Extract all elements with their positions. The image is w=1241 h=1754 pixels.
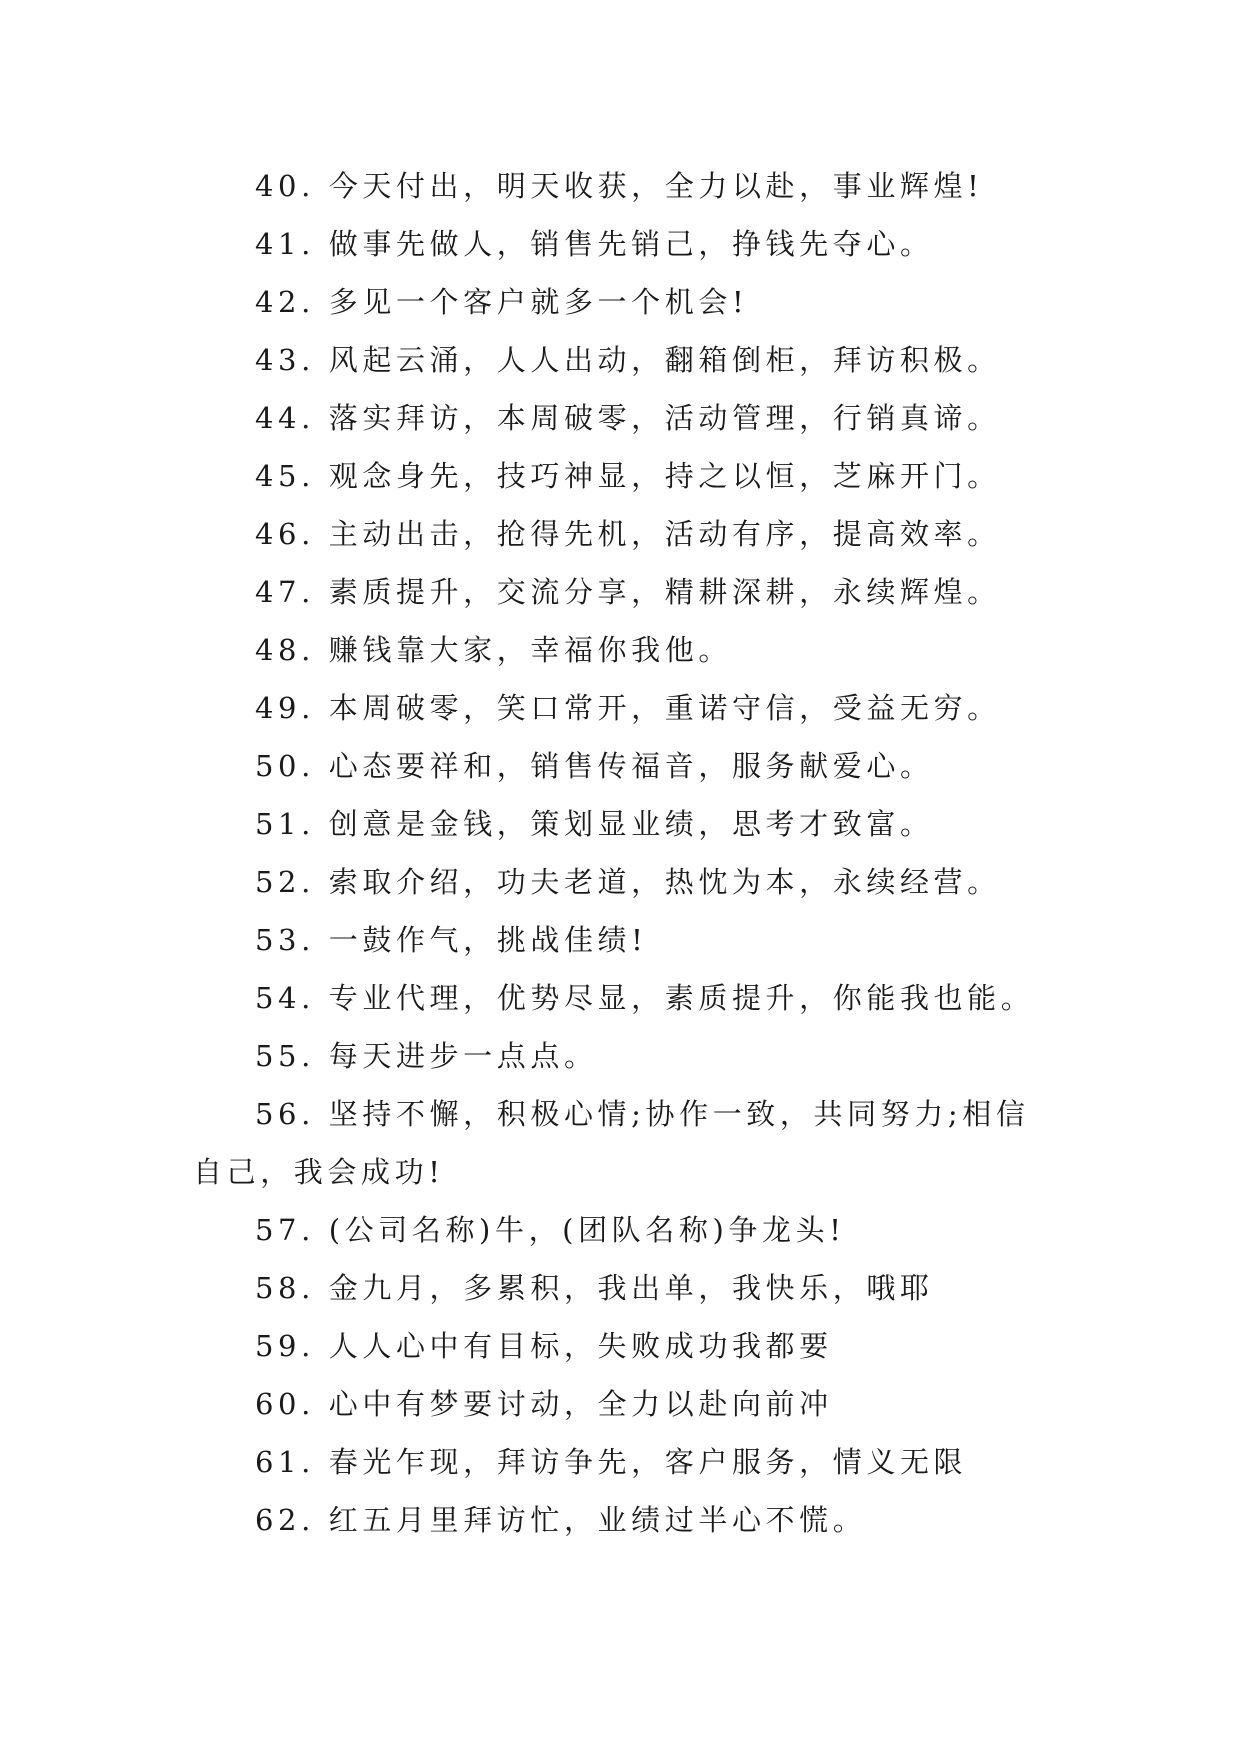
slogan-line: 61. 春光乍现，拜访争先，客户服务，情义无限 — [255, 1445, 968, 1479]
slogan-line: 47. 素质提升，交流分享，精耕深耕，永续辉煌。 — [255, 575, 1001, 609]
slogan-line: 43. 风起云涌，人人出动，翻箱倒柜，拜访积极。 — [255, 343, 1001, 377]
slogan-line: 62. 红五月里拜访忙，业绩过半心不慌。 — [255, 1503, 867, 1537]
slogan-line: 53. 一鼓作气，挑战佳绩! — [255, 923, 648, 957]
slogan-line: 50. 心态要祥和，销售传福音，服务献爱心。 — [255, 749, 934, 783]
slogan-list — [193, 157, 1053, 1549]
slogan-line: 60. 心中有梦要讨动，全力以赴向前冲 — [255, 1387, 833, 1421]
slogan-line: 45. 观念身先，技巧神显，持之以恒，芝麻开门。 — [255, 459, 1001, 493]
slogan-line: 59. 人人心中有目标，失败成功我都要 — [255, 1329, 833, 1363]
slogan-line: 48. 赚钱靠大家，幸福你我他。 — [255, 633, 732, 667]
slogan-line: 56. 坚持不懈，积极心情;协作一致，共同努力;相信自己，我会成功! — [193, 1097, 1030, 1189]
slogan-line: 55. 每天进步一点点。 — [255, 1039, 598, 1073]
slogan-line: 41. 做事先做人，销售先销己，挣钱先夺心。 — [255, 227, 934, 261]
slogan-line: 49. 本周破零，笑口常开，重诺守信，受益无穷。 — [255, 691, 1001, 725]
slogan-line: 58. 金九月，多累积，我出单，我快乐，哦耶 — [255, 1271, 934, 1305]
slogan-line: 54. 专业代理，优势尽显，素质提升，你能我也能。 — [255, 981, 1035, 1015]
slogan-line: 42. 多见一个客户就多一个机会! — [255, 285, 749, 319]
slogan-line: 40. 今天付出，明天收获，全力以赴，事业辉煌! — [255, 169, 984, 203]
slogan-line: 44. 落实拜访，本周破零，活动管理，行销真谛。 — [255, 401, 1001, 435]
slogan-line: 52. 索取介绍，功夫老道，热忱为本，永续经营。 — [255, 865, 1001, 899]
slogan-line: 51. 创意是金钱，策划显业绩，思考才致富。 — [255, 807, 934, 841]
slogan-line: 57. (公司名称)牛，(团队名称)争龙头! — [255, 1213, 846, 1247]
slogan-line: 46. 主动出击，抢得先机，活动有序，提高效率。 — [255, 517, 1001, 551]
